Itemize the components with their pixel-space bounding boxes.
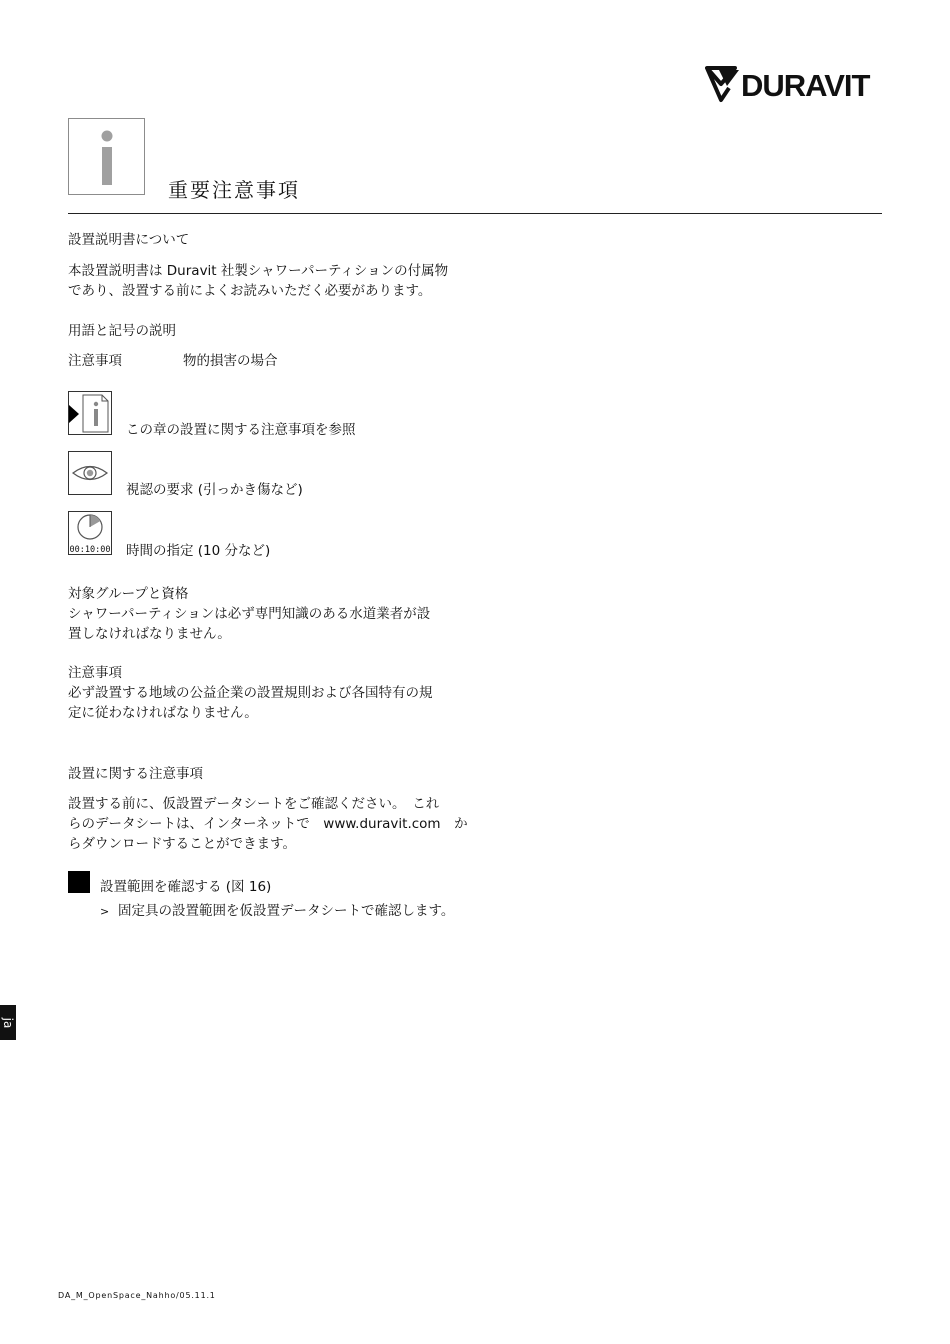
footer-code: DA_M_OpenSpace_Nahho/05.11.1 [58, 1291, 216, 1300]
note-heading: 注意事項 [68, 665, 122, 681]
install-heading: 設置に関する注意事項 [68, 766, 203, 782]
install-line-1: 設置する前に、仮設置データシートをご確認ください。 これ [68, 796, 440, 812]
brand-name: DURAVIT [741, 68, 870, 103]
step-title: 設置範囲を確認する (図 16) [100, 879, 272, 895]
timer-icon [68, 511, 112, 555]
install-line-3: らダウンロードすることができます。 [68, 836, 297, 852]
about-heading: 設置説明書について [68, 232, 190, 248]
step-text: 固定具の設置範囲を仮設置データシートで確認します。 [118, 903, 455, 919]
timer-readout: 00:10:00 [69, 545, 111, 554]
about-line-2: であり、設置する前によくお読みいただく必要があります。 [68, 283, 432, 299]
install-line-2: らのデータシートは、インターネットで www.duravit.com か [68, 816, 468, 832]
target-line-1: シャワーパーティションは必ず専門知識のある水道業者が設 [68, 606, 431, 622]
title-divider [68, 213, 882, 214]
caution-value: 物的損害の場合 [183, 353, 278, 369]
step-square-icon [68, 871, 90, 893]
target-heading: 対象グループと資格 [68, 586, 189, 602]
duravit-logo [705, 64, 890, 104]
language-tab-label: ja [1, 1017, 15, 1028]
eye-icon [68, 451, 112, 495]
terms-heading: 用語と記号の説明 [68, 323, 176, 339]
step-marker: > [100, 905, 110, 918]
symbol-text-2: 視認の要求 (引っかき傷など) [126, 482, 303, 498]
target-line-2: 置しなければなりません。 [68, 626, 231, 642]
caution-label: 注意事項 [68, 353, 122, 369]
about-line-1: 本設置説明書は Duravit 社製シャワーパーティションの付属物 [68, 263, 449, 279]
language-tab [0, 1005, 16, 1040]
note-line-2: 定に従わなければなりません。 [68, 705, 258, 721]
document-info-icon [68, 391, 112, 435]
symbol-text-3: 時間の指定 (10 分など) [126, 543, 271, 559]
symbol-text-1: この章の設置に関する注意事項を参照 [126, 422, 356, 438]
page-title: 重要注意事項 [168, 178, 300, 202]
note-line-1: 必ず設置する地域の公益企業の設置規則および各国特有の規 [68, 685, 433, 701]
info-icon [68, 118, 145, 195]
